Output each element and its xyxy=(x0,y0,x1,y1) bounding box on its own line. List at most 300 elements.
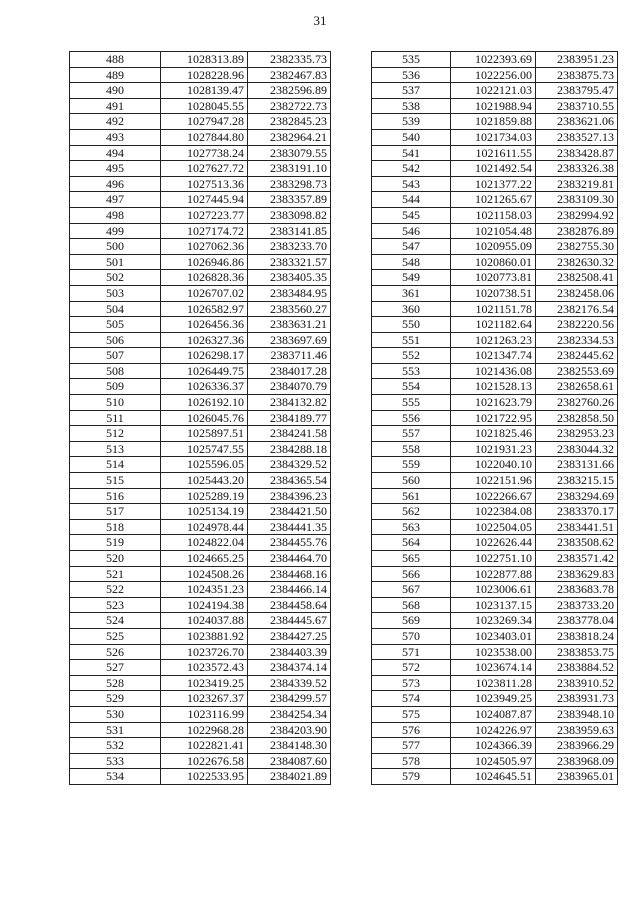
point-number-cell: 527 xyxy=(70,660,161,676)
y-coordinate-cell: 2383109.30 xyxy=(536,192,618,208)
x-coordinate-cell: 1027738.24 xyxy=(161,145,248,161)
point-number-cell: 502 xyxy=(70,270,161,286)
y-coordinate-cell: 2383818.24 xyxy=(536,628,618,644)
x-coordinate-cell: 1026456.36 xyxy=(161,317,248,333)
table-row xyxy=(70,332,331,348)
y-coordinate-cell: 2384441.35 xyxy=(248,519,331,535)
point-number-cell: 553 xyxy=(372,363,451,379)
y-coordinate-cell: 2383948.10 xyxy=(536,706,618,722)
point-number-cell: 540 xyxy=(372,129,451,145)
point-number-cell: 539 xyxy=(372,114,451,130)
y-coordinate-cell: 2383141.85 xyxy=(248,223,331,239)
x-coordinate-cell: 1024645.51 xyxy=(451,769,536,785)
y-coordinate-cell: 2384466.14 xyxy=(248,582,331,598)
table-row xyxy=(70,706,331,722)
point-number-cell: 577 xyxy=(372,738,451,754)
table-row xyxy=(70,114,331,130)
table-row xyxy=(70,348,331,364)
table-row xyxy=(372,441,618,457)
point-number-cell: 578 xyxy=(372,753,451,769)
table-row xyxy=(70,98,331,114)
x-coordinate-cell: 1026045.76 xyxy=(161,410,248,426)
x-coordinate-cell: 1021734.03 xyxy=(451,129,536,145)
table-row xyxy=(372,582,618,598)
point-number-cell: 506 xyxy=(70,332,161,348)
x-coordinate-cell: 1020955.09 xyxy=(451,239,536,255)
point-number-cell: 552 xyxy=(372,348,451,364)
x-coordinate-cell: 1022266.67 xyxy=(451,488,536,504)
point-number-cell: 544 xyxy=(372,192,451,208)
coordinates-table-right xyxy=(371,51,618,785)
page-number: 31 xyxy=(313,13,327,28)
x-coordinate-cell: 1028313.89 xyxy=(161,52,248,68)
x-coordinate-cell: 1020860.01 xyxy=(451,254,536,270)
point-number-cell: 576 xyxy=(372,722,451,738)
y-coordinate-cell: 2383484.95 xyxy=(248,285,331,301)
table-row xyxy=(372,691,618,707)
y-coordinate-cell: 2382553.69 xyxy=(536,363,618,379)
y-coordinate-cell: 2383298.73 xyxy=(248,176,331,192)
y-coordinate-cell: 2384458.64 xyxy=(248,597,331,613)
point-number-cell: 509 xyxy=(70,379,161,395)
point-number-cell: 569 xyxy=(372,613,451,629)
x-coordinate-cell: 1021151.78 xyxy=(451,301,536,317)
point-number-cell: 498 xyxy=(70,207,161,223)
y-coordinate-cell: 2382876.89 xyxy=(536,223,618,239)
x-coordinate-cell: 1027513.36 xyxy=(161,176,248,192)
y-coordinate-cell: 2383098.82 xyxy=(248,207,331,223)
table-row xyxy=(70,722,331,738)
x-coordinate-cell: 1021623.79 xyxy=(451,395,536,411)
table-row xyxy=(70,145,331,161)
x-coordinate-cell: 1021263.23 xyxy=(451,332,536,348)
y-coordinate-cell: 2382845.23 xyxy=(248,114,331,130)
y-coordinate-cell: 2384421.50 xyxy=(248,504,331,520)
table-row xyxy=(70,379,331,395)
y-coordinate-cell: 2384464.70 xyxy=(248,551,331,567)
y-coordinate-cell: 2382964.21 xyxy=(248,129,331,145)
table-row xyxy=(70,270,331,286)
point-number-cell: 495 xyxy=(70,161,161,177)
x-coordinate-cell: 1023137.15 xyxy=(451,597,536,613)
point-number-cell: 360 xyxy=(372,301,451,317)
x-coordinate-cell: 1026298.17 xyxy=(161,348,248,364)
y-coordinate-cell: 2382445.62 xyxy=(536,348,618,364)
point-number-cell: 547 xyxy=(372,239,451,255)
x-coordinate-cell: 1024037.88 xyxy=(161,613,248,629)
x-coordinate-cell: 1026707.02 xyxy=(161,285,248,301)
point-number-cell: 490 xyxy=(70,83,161,99)
point-number-cell: 556 xyxy=(372,410,451,426)
point-number-cell: 497 xyxy=(70,192,161,208)
point-number-cell: 536 xyxy=(372,67,451,83)
x-coordinate-cell: 1024351.23 xyxy=(161,582,248,598)
point-number-cell: 557 xyxy=(372,426,451,442)
point-number-cell: 523 xyxy=(70,597,161,613)
table-row xyxy=(372,519,618,535)
x-coordinate-cell: 1026946.86 xyxy=(161,254,248,270)
x-coordinate-cell: 1024194.38 xyxy=(161,597,248,613)
x-coordinate-cell: 1023403.01 xyxy=(451,628,536,644)
x-coordinate-cell: 1024366.39 xyxy=(451,738,536,754)
x-coordinate-cell: 1023674.14 xyxy=(451,660,536,676)
x-coordinate-cell: 1027947.28 xyxy=(161,114,248,130)
point-number-cell: 529 xyxy=(70,691,161,707)
y-coordinate-cell: 2383951.23 xyxy=(536,52,618,68)
table-row xyxy=(70,504,331,520)
y-coordinate-cell: 2384203.90 xyxy=(248,722,331,738)
point-number-cell: 551 xyxy=(372,332,451,348)
point-number-cell: 532 xyxy=(70,738,161,754)
table-row xyxy=(70,176,331,192)
point-number-cell: 545 xyxy=(372,207,451,223)
y-coordinate-cell: 2383079.55 xyxy=(248,145,331,161)
x-coordinate-cell: 1025443.20 xyxy=(161,473,248,489)
x-coordinate-cell: 1021347.74 xyxy=(451,348,536,364)
table-row xyxy=(372,410,618,426)
point-number-cell: 492 xyxy=(70,114,161,130)
y-coordinate-cell: 2382722.73 xyxy=(248,98,331,114)
table-row xyxy=(70,691,331,707)
y-coordinate-cell: 2383631.21 xyxy=(248,317,331,333)
point-number-cell: 572 xyxy=(372,660,451,676)
x-coordinate-cell: 1028228.96 xyxy=(161,67,248,83)
x-coordinate-cell: 1023269.34 xyxy=(451,613,536,629)
x-coordinate-cell: 1025289.19 xyxy=(161,488,248,504)
table-row xyxy=(372,551,618,567)
point-number-cell: 501 xyxy=(70,254,161,270)
x-coordinate-cell: 1026336.37 xyxy=(161,379,248,395)
point-number-cell: 550 xyxy=(372,317,451,333)
table-row xyxy=(372,363,618,379)
x-coordinate-cell: 1021528.13 xyxy=(451,379,536,395)
table-row xyxy=(70,753,331,769)
point-number-cell: 522 xyxy=(70,582,161,598)
x-coordinate-cell: 1028139.47 xyxy=(161,83,248,99)
point-number-cell: 505 xyxy=(70,317,161,333)
point-number-cell: 561 xyxy=(372,488,451,504)
x-coordinate-cell: 1020738.51 xyxy=(451,285,536,301)
point-number-cell: 500 xyxy=(70,239,161,255)
table-row xyxy=(372,644,618,660)
table-row xyxy=(70,254,331,270)
point-number-cell: 567 xyxy=(372,582,451,598)
point-number-cell: 521 xyxy=(70,566,161,582)
x-coordinate-cell: 1027627.72 xyxy=(161,161,248,177)
table-row xyxy=(70,83,331,99)
point-number-cell: 537 xyxy=(372,83,451,99)
table-row xyxy=(70,285,331,301)
table-row xyxy=(70,473,331,489)
table-row xyxy=(70,239,331,255)
table-row xyxy=(70,738,331,754)
table-row xyxy=(372,223,618,239)
point-number-cell: 361 xyxy=(372,285,451,301)
y-coordinate-cell: 2384254.34 xyxy=(248,706,331,722)
table-row xyxy=(372,67,618,83)
table-row xyxy=(70,426,331,442)
y-coordinate-cell: 2384468.16 xyxy=(248,566,331,582)
x-coordinate-cell: 1022821.41 xyxy=(161,738,248,754)
x-coordinate-cell: 1023572.43 xyxy=(161,660,248,676)
table-row xyxy=(372,457,618,473)
x-coordinate-cell: 1025897.51 xyxy=(161,426,248,442)
y-coordinate-cell: 2383405.35 xyxy=(248,270,331,286)
x-coordinate-cell: 1024226.97 xyxy=(451,722,536,738)
point-number-cell: 525 xyxy=(70,628,161,644)
point-number-cell: 555 xyxy=(372,395,451,411)
y-coordinate-cell: 2384403.39 xyxy=(248,644,331,660)
x-coordinate-cell: 1028045.55 xyxy=(161,98,248,114)
x-coordinate-cell: 1027445.94 xyxy=(161,192,248,208)
x-coordinate-cell: 1021265.67 xyxy=(451,192,536,208)
table-row xyxy=(372,270,618,286)
table-row xyxy=(70,363,331,379)
table-row xyxy=(70,519,331,535)
x-coordinate-cell: 1023419.25 xyxy=(161,675,248,691)
table-row xyxy=(70,441,331,457)
point-number-cell: 488 xyxy=(70,52,161,68)
point-number-cell: 548 xyxy=(372,254,451,270)
point-number-cell: 512 xyxy=(70,426,161,442)
y-coordinate-cell: 2383571.42 xyxy=(536,551,618,567)
x-coordinate-cell: 1021988.94 xyxy=(451,98,536,114)
y-coordinate-cell: 2384329.52 xyxy=(248,457,331,473)
point-number-cell: 541 xyxy=(372,145,451,161)
table-row xyxy=(70,207,331,223)
table-row xyxy=(70,395,331,411)
point-number-cell: 575 xyxy=(372,706,451,722)
table-row xyxy=(70,566,331,582)
y-coordinate-cell: 2384396.23 xyxy=(248,488,331,504)
x-coordinate-cell: 1022626.44 xyxy=(451,535,536,551)
table-row xyxy=(70,161,331,177)
y-coordinate-cell: 2383884.52 xyxy=(536,660,618,676)
x-coordinate-cell: 1023811.28 xyxy=(451,675,536,691)
x-coordinate-cell: 1023267.37 xyxy=(161,691,248,707)
x-coordinate-cell: 1025747.55 xyxy=(161,441,248,457)
y-coordinate-cell: 2383966.29 xyxy=(536,738,618,754)
y-coordinate-cell: 2382467.83 xyxy=(248,67,331,83)
y-coordinate-cell: 2382858.50 xyxy=(536,410,618,426)
table-row xyxy=(372,706,618,722)
table-row xyxy=(372,332,618,348)
x-coordinate-cell: 1027844.80 xyxy=(161,129,248,145)
table-row xyxy=(70,410,331,426)
table-row xyxy=(70,551,331,567)
point-number-cell: 559 xyxy=(372,457,451,473)
table-row xyxy=(372,395,618,411)
table-row xyxy=(70,535,331,551)
x-coordinate-cell: 1024978.44 xyxy=(161,519,248,535)
table-row xyxy=(372,348,618,364)
x-coordinate-cell: 1022384.08 xyxy=(451,504,536,520)
y-coordinate-cell: 2382630.32 xyxy=(536,254,618,270)
y-coordinate-cell: 2382994.92 xyxy=(536,207,618,223)
y-coordinate-cell: 2382508.41 xyxy=(536,270,618,286)
point-number-cell: 560 xyxy=(372,473,451,489)
y-coordinate-cell: 2383778.04 xyxy=(536,613,618,629)
x-coordinate-cell: 1021492.54 xyxy=(451,161,536,177)
table-row xyxy=(70,223,331,239)
point-number-cell: 519 xyxy=(70,535,161,551)
point-number-cell: 535 xyxy=(372,52,451,68)
y-coordinate-cell: 2382458.06 xyxy=(536,285,618,301)
table-row xyxy=(70,192,331,208)
y-coordinate-cell: 2383711.46 xyxy=(248,348,331,364)
table-row xyxy=(372,597,618,613)
y-coordinate-cell: 2383560.27 xyxy=(248,301,331,317)
point-number-cell: 563 xyxy=(372,519,451,535)
x-coordinate-cell: 1023949.25 xyxy=(451,691,536,707)
y-coordinate-cell: 2384087.60 xyxy=(248,753,331,769)
x-coordinate-cell: 1021859.88 xyxy=(451,114,536,130)
x-coordinate-cell: 1024505.97 xyxy=(451,753,536,769)
y-coordinate-cell: 2384132.82 xyxy=(248,395,331,411)
point-number-cell: 510 xyxy=(70,395,161,411)
x-coordinate-cell: 1022393.69 xyxy=(451,52,536,68)
y-coordinate-cell: 2382220.56 xyxy=(536,317,618,333)
y-coordinate-cell: 2382335.73 xyxy=(248,52,331,68)
x-coordinate-cell: 1027223.77 xyxy=(161,207,248,223)
table-row xyxy=(372,504,618,520)
point-number-cell: 503 xyxy=(70,285,161,301)
point-number-cell: 489 xyxy=(70,67,161,83)
table-row xyxy=(70,488,331,504)
point-number-cell: 524 xyxy=(70,613,161,629)
y-coordinate-cell: 2383044.32 xyxy=(536,441,618,457)
x-coordinate-cell: 1022256.00 xyxy=(451,67,536,83)
y-coordinate-cell: 2383697.69 xyxy=(248,332,331,348)
y-coordinate-cell: 2382760.26 xyxy=(536,395,618,411)
y-coordinate-cell: 2383191.10 xyxy=(248,161,331,177)
point-number-cell: 543 xyxy=(372,176,451,192)
table-row xyxy=(372,769,618,785)
x-coordinate-cell: 1022968.28 xyxy=(161,722,248,738)
y-coordinate-cell: 2383710.55 xyxy=(536,98,618,114)
table-row xyxy=(70,67,331,83)
y-coordinate-cell: 2383959.63 xyxy=(536,722,618,738)
point-number-cell: 517 xyxy=(70,504,161,520)
y-coordinate-cell: 2383910.52 xyxy=(536,675,618,691)
x-coordinate-cell: 1022121.03 xyxy=(451,83,536,99)
x-coordinate-cell: 1022040.10 xyxy=(451,457,536,473)
x-coordinate-cell: 1021931.23 xyxy=(451,441,536,457)
point-number-cell: 574 xyxy=(372,691,451,707)
table-row xyxy=(70,317,331,333)
y-coordinate-cell: 2384288.18 xyxy=(248,441,331,457)
x-coordinate-cell: 1025134.19 xyxy=(161,504,248,520)
y-coordinate-cell: 2383508.62 xyxy=(536,535,618,551)
table-row xyxy=(70,628,331,644)
y-coordinate-cell: 2382953.23 xyxy=(536,426,618,442)
table-row xyxy=(372,114,618,130)
table-row xyxy=(70,769,331,785)
point-number-cell: 558 xyxy=(372,441,451,457)
y-coordinate-cell: 2384445.67 xyxy=(248,613,331,629)
point-number-cell: 579 xyxy=(372,769,451,785)
y-coordinate-cell: 2383131.66 xyxy=(536,457,618,473)
x-coordinate-cell: 1024087.87 xyxy=(451,706,536,722)
point-number-cell: 518 xyxy=(70,519,161,535)
y-coordinate-cell: 2382658.61 xyxy=(536,379,618,395)
table-row xyxy=(70,129,331,145)
table-row xyxy=(372,207,618,223)
table-row xyxy=(372,176,618,192)
y-coordinate-cell: 2383326.38 xyxy=(536,161,618,177)
y-coordinate-cell: 2383219.81 xyxy=(536,176,618,192)
y-coordinate-cell: 2382755.30 xyxy=(536,239,618,255)
table-row xyxy=(70,52,331,68)
point-number-cell: 493 xyxy=(70,129,161,145)
point-number-cell: 514 xyxy=(70,457,161,473)
point-number-cell: 538 xyxy=(372,98,451,114)
point-number-cell: 530 xyxy=(70,706,161,722)
table-row xyxy=(372,628,618,644)
y-coordinate-cell: 2384299.57 xyxy=(248,691,331,707)
y-coordinate-cell: 2383733.20 xyxy=(536,597,618,613)
table-row xyxy=(372,129,618,145)
point-number-cell: 573 xyxy=(372,675,451,691)
y-coordinate-cell: 2383853.75 xyxy=(536,644,618,660)
table-row xyxy=(372,145,618,161)
table-row xyxy=(372,254,618,270)
x-coordinate-cell: 1023538.00 xyxy=(451,644,536,660)
y-coordinate-cell: 2382176.54 xyxy=(536,301,618,317)
point-number-cell: 564 xyxy=(372,535,451,551)
point-number-cell: 508 xyxy=(70,363,161,379)
coordinates-table-left xyxy=(69,51,331,785)
point-number-cell: 494 xyxy=(70,145,161,161)
point-number-cell: 511 xyxy=(70,410,161,426)
point-number-cell: 515 xyxy=(70,473,161,489)
point-number-cell: 507 xyxy=(70,348,161,364)
table-row xyxy=(372,426,618,442)
table-row xyxy=(372,738,618,754)
table-row xyxy=(70,613,331,629)
y-coordinate-cell: 2383968.09 xyxy=(536,753,618,769)
y-coordinate-cell: 2383629.83 xyxy=(536,566,618,582)
y-coordinate-cell: 2383875.73 xyxy=(536,67,618,83)
table-row xyxy=(372,753,618,769)
point-number-cell: 491 xyxy=(70,98,161,114)
point-number-cell: 566 xyxy=(372,566,451,582)
x-coordinate-cell: 1021436.08 xyxy=(451,363,536,379)
x-coordinate-cell: 1023006.61 xyxy=(451,582,536,598)
point-number-cell: 504 xyxy=(70,301,161,317)
y-coordinate-cell: 2384365.54 xyxy=(248,473,331,489)
table-row xyxy=(372,98,618,114)
y-coordinate-cell: 2384374.14 xyxy=(248,660,331,676)
table-row xyxy=(70,675,331,691)
point-number-cell: 554 xyxy=(372,379,451,395)
x-coordinate-cell: 1020773.81 xyxy=(451,270,536,286)
table-row xyxy=(372,239,618,255)
x-coordinate-cell: 1027174.72 xyxy=(161,223,248,239)
point-number-cell: 570 xyxy=(372,628,451,644)
x-coordinate-cell: 1023881.92 xyxy=(161,628,248,644)
point-number-cell: 526 xyxy=(70,644,161,660)
x-coordinate-cell: 1021158.03 xyxy=(451,207,536,223)
x-coordinate-cell: 1022877.88 xyxy=(451,566,536,582)
point-number-cell: 546 xyxy=(372,223,451,239)
x-coordinate-cell: 1024822.04 xyxy=(161,535,248,551)
y-coordinate-cell: 2383357.89 xyxy=(248,192,331,208)
x-coordinate-cell: 1022504.05 xyxy=(451,519,536,535)
point-number-cell: 562 xyxy=(372,504,451,520)
x-coordinate-cell: 1022751.10 xyxy=(451,551,536,567)
y-coordinate-cell: 2384021.89 xyxy=(248,769,331,785)
